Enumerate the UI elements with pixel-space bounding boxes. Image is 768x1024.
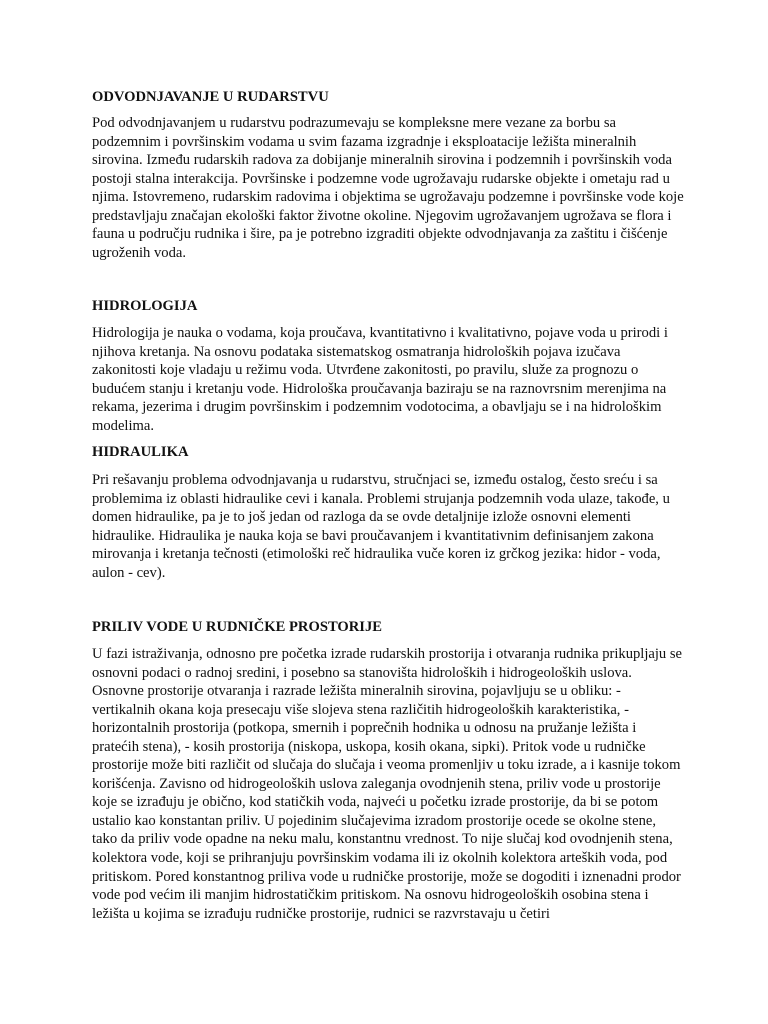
section-heading-hidrologija: HIDROLOGIJA	[92, 298, 198, 314]
section-heading-hidraulika: HIDRAULIKA	[92, 444, 189, 460]
section-body-hidraulika: Pri rešavanju problema odvodnjavanja u rudarstvu, stručnjaci se, između ostalog, često sreću i sa problemima iz oblasti hidraulike cevi i kanala. Problemi strujanja podzemnih voda ulaze, takođe, u domen hidraulike, pa je to još jedan od razloga da se ovde detaljnije izlože osnovni elementi hidraulike. Hidraulika je nauka koja se bavi proučavanjem i kvantitativnim definisanjem zakona mirovanja i kretanja tečnosti (etimološki reč hidraulika vuče koren iz grčkog jezika: hidor - voda, aulon - cev).	[92, 472, 670, 581]
section-heading-odvodnjavanje: ODVODNJAVANJE U RUDARSTVU	[92, 89, 329, 105]
section-heading-priliv-vode: PRILIV VODE U RUDNIČKE PROSTORIJE	[92, 619, 383, 635]
section-body-hidrologija: Hidrologija je nauka o vodama, koja proučava, kvantitativno i kvalitativno, pojave voda u prirodi i njihova kretanja. Na osnovu podataka sistematskog osmatranja hidroloških pojava izučava zakonitosti koje vladaju u režimu voda. Utvrđene zakonitosti, po pravilu, služe za prognozu o budućem stanju i kretanju vode. Hidrološka proučavanja baziraju se na raznovrsnim merenjima na rekama, jezerima i drugim površinskim i podzemnim vodotocima, a obavljaju se i na hidrološkim modelima.	[92, 325, 668, 434]
section-body-priliv-vode: U fazi istraživanja, odnosno pre početka izrade rudarskih prostorija i otvaranja rudnika prikupljaju se osnovni podaci o radnoj sredini, i posebno sa stanovišta hidroloških i hidrogeoloških uslova. Osnovne prostorije otvaranja i razrade ležišta mineralnih sirovina, pojavljuju se u obliku: - vertikalnih okana koja presecaju više slojeva stena različitih hidrogeoloških karakteristika, - horizontalnih prostorija (potkopa, smernih i poprečnih hodnika u odnosu na pružanje ležišta i pratećih stena), - kosih prostorija (niskopa, uskopa, kosih okana, sipki). Pritok vode u rudničke prostorije može biti različit od slučaja do slučaja i veoma promenljiv u toku izrade, a i kasnije tokom korišćenja. Zavisno od hidrogeoloških uslova zaleganja ovodnjenih stena, priliv vode u prostorije koje se izrađuju je obično, kod statičkih voda, najveći u početku izrade prostorije, da bi se potom ustalio kao konstantan priliv. U pojedinim slučajevima izradom prostorije ocede se okolne stene, tako da priliv vode opadne na neku malu, konstantnu vrednost. To nije slučaj kod ovodnjenih stena, kolektora vode, koji se prihranjuju površinskim vodama ili iz okolnih kolektora arteških voda, pod pritiskom. Pored konstantnog priliva vode u rudničke prostorije, može se dogoditi i iznenadni prodor vode pod većim ili manjim hidrostatičkim pritiskom. Na osnovu hidrogeoloških osobina stena i ležišta u kojima se izrađuju rudničke prostorije, rudnici se razvrstavaju u četiri	[92, 646, 683, 922]
section-body-odvodnjavanje: Pod odvodnjavanjem u rudarstvu podrazumevaju se kompleksne mere vezane za borbu sa podzemnim i površinskim vodama u svim fazama izgradnje i eksploatacije ležišta mineralnih sirovina. Između rudarskih radova za dobijanje mineralnih sirovina i podzemnih i površinskih voda postoji stalna interakcija. Površinske i podzemne vode ugrožavaju rudarske objekte i ometaju rad u njima. Istovremeno, rudarskim radovima i objektima se ugrožavaju podzemne i površinske vode koje predstavljaju značajan ekološki faktor životne okoline. Njegovim ugrožavanjem ugrožava se flora i fauna u području rudnika i šire, pa je potrebno izgraditi objekte odvodnjavanja za zaštitu i čišćenje ugroženih voda.	[92, 115, 684, 261]
